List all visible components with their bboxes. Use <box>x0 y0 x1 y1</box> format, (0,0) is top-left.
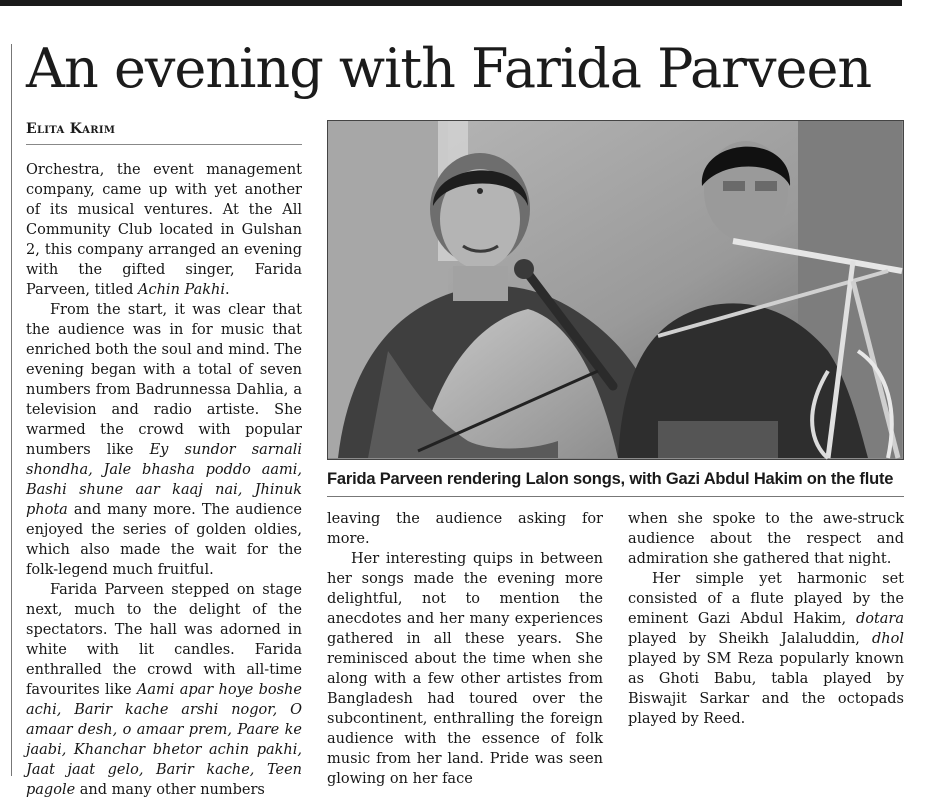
paragraph-text: and many other numbers <box>75 782 265 798</box>
paragraph: Her interesting quips in between her songs made the evening more delightful, not to mention the anecdotes and her many experiences gathered in all these years. She reminisced about the time when she along with a few other artistes from Bangladesh had toured over the subcontinent, enthralling the foreign audience with the essence of folk music from her land. Pride was seen glowing on her face <box>327 551 603 787</box>
event-title: Achin Pakhi <box>138 282 226 298</box>
song-list: Aami apar hoye boshe achi, Barir kache arshi nogor, O amaar desh, o amaar prem, Paare ke jaabi, Khanchar bhetor achin pakhi, Jaat jaat gelo, Barir kache, Teen pagole <box>26 682 302 798</box>
paragraph: when she spoke to the awe-struck audience about the respect and admiration she gathered that night. <box>628 511 904 567</box>
text-column-3 <box>628 509 904 727</box>
paragraph <box>628 569 904 729</box>
paragraph-text: From the start, it was clear that the audience was in for music that enriched both the soul and mind. The evening began with a total of seven numbers from Badrunnessa Dahlia, a television and radio artiste. She warmed the crowd with popular numbers like <box>26 302 303 458</box>
page-edge-rule <box>11 44 12 776</box>
paragraph-text: . <box>225 282 230 298</box>
paragraph <box>26 580 302 800</box>
paragraph-text: Farida Parveen stepped on stage next, much to the delight of the spectators. The hall was adorned in white with lit candles. Farida enthralled the crowd with all-time favourites like <box>26 582 302 698</box>
paragraph <box>26 300 302 580</box>
byline-divider <box>26 144 302 145</box>
paragraph <box>26 160 302 300</box>
caption-divider <box>327 496 904 497</box>
text-column-2 <box>327 509 603 787</box>
paragraph-text: and many more. The audience enjoyed the series of golden oldies, which also made the wait for the folk-legend much fruitful. <box>26 502 302 578</box>
text-column-1 <box>26 160 303 798</box>
concert-photo <box>327 120 904 460</box>
concert-photo-graphic <box>328 121 902 458</box>
paragraph: leaving the audience asking for more. <box>327 511 603 547</box>
paragraph-text: played by Sheikh Jalaluddin, <box>628 631 872 647</box>
headline: An evening with Farida Parveen <box>26 37 872 100</box>
byline: Elita Karim <box>26 121 116 137</box>
song-list: Ey sundor sarnali shondha, Jale bhasha poddo aami, Bashi shune aar kaaj nai, Jhinuk phota <box>26 442 302 518</box>
paragraph-text: Orchestra, the event management company, came up with yet another of its musical ventures. At the All Community Club located in Gulshan 2, this company arranged an evening with the gifted singer, Farida Parveen, titled <box>26 162 302 298</box>
instrument-name: dotara <box>855 611 904 627</box>
instrument-name: dhol <box>872 631 904 647</box>
paragraph-text: played by SM Reza popularly known as Ghoti Babu, tabla played by Biswajit Sarkar and the octopads played by Reed. <box>628 651 904 727</box>
paragraph-text: Her simple yet harmonic set consisted of a flute played by the eminent Gazi Abdul Hakim, <box>628 571 904 627</box>
photo-caption: Farida Parveen rendering Lalon songs, with Gazi Abdul Hakim on the flute <box>327 470 894 488</box>
top-rule <box>0 0 902 6</box>
